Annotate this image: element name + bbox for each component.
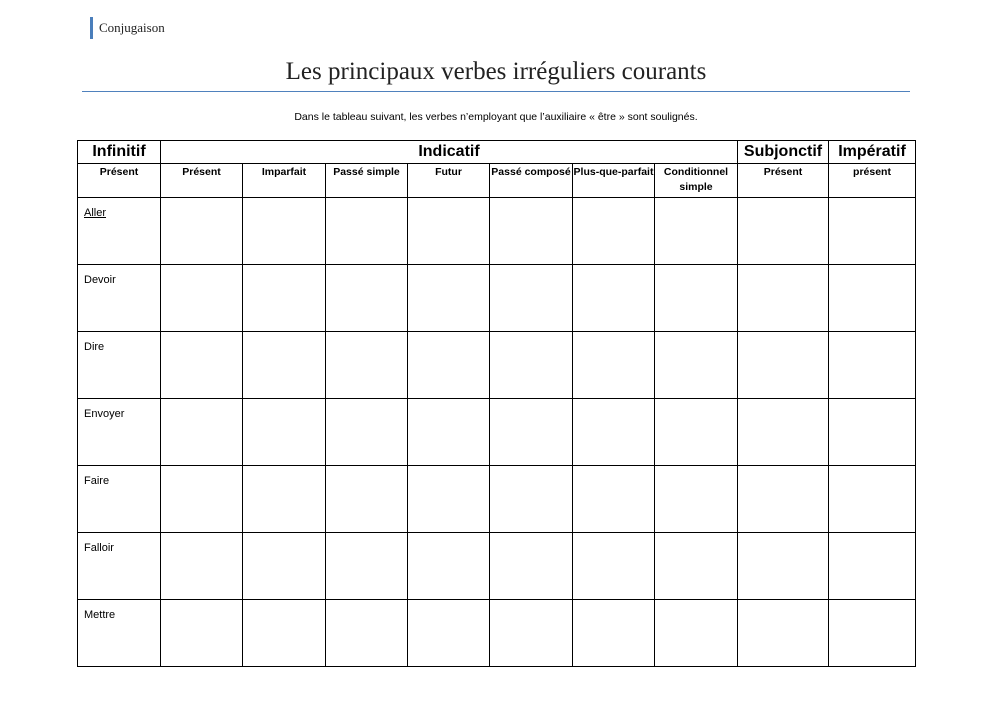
conjugation-cell[interactable] [573,265,655,332]
conjugation-cell[interactable] [490,332,573,399]
verb-infinitive-cell [78,265,161,332]
verb-infinitive-cell [78,533,161,600]
conjugation-cell[interactable] [829,533,916,600]
section-label: Conjugaison [99,20,165,35]
conjugation-cell[interactable] [573,466,655,533]
verb-name: Envoyer [84,408,125,420]
table-row [78,265,916,332]
conjugation-cell[interactable] [573,600,655,667]
conjugation-cell[interactable] [829,399,916,466]
conjugation-cell[interactable] [490,198,573,265]
verb-name: Falloir [84,542,114,554]
conjugation-cell[interactable] [243,399,326,466]
conjugation-cell[interactable] [655,399,738,466]
conjugation-cell[interactable] [655,466,738,533]
title-underline-rule [82,91,910,92]
verb-name: Mettre [84,609,116,621]
conjugation-cell[interactable] [655,265,738,332]
conjugation-cell[interactable] [655,332,738,399]
conjugation-cell[interactable] [161,466,243,533]
conjugation-cell[interactable] [738,399,829,466]
tense-header: Présent [738,164,829,198]
conjugation-cell[interactable] [655,533,738,600]
group-infinitif-header: Infinitif [78,141,161,164]
table-row [78,399,916,466]
tense-header: Conditionnel simple [655,164,738,198]
conjugation-cell[interactable] [829,198,916,265]
tense-header: Présent [78,164,161,198]
conjugation-cell[interactable] [326,466,408,533]
conjugation-cell[interactable] [408,198,490,265]
conjugation-table [77,140,916,667]
verb-infinitive-cell [78,332,161,399]
conjugation-cell[interactable] [738,332,829,399]
document-title: Les principaux verbes irréguliers courants [285,58,707,85]
conjugation-cell[interactable] [161,332,243,399]
conjugation-cell[interactable] [326,533,408,600]
conjugation-cell[interactable] [408,600,490,667]
conjugation-cell[interactable] [161,399,243,466]
conjugation-cell[interactable] [408,265,490,332]
mood-header-row [78,141,916,164]
conjugation-cell[interactable] [243,600,326,667]
conjugation-cell[interactable] [655,198,738,265]
verb-name: Dire [84,341,105,353]
conjugation-cell[interactable] [738,198,829,265]
conjugation-cell[interactable] [408,399,490,466]
conjugation-cell[interactable] [490,265,573,332]
tense-header: Imparfait [243,164,326,198]
verb-infinitive-cell [78,399,161,466]
group-subjonctif-header: Subjonctif [738,141,829,164]
conjugation-cell[interactable] [161,533,243,600]
conjugation-cell[interactable] [573,198,655,265]
tense-header: Plus-que-parfait [573,164,655,198]
conjugation-cell[interactable] [573,399,655,466]
tense-header: Présent [161,164,243,198]
conjugation-cell[interactable] [326,399,408,466]
conjugation-cell[interactable] [243,265,326,332]
conjugation-cell[interactable] [243,332,326,399]
conjugation-cell[interactable] [738,533,829,600]
intro-text: Dans le tableau suivant, les verbes n’employant que l’auxiliaire « être » sont soulignés. [294,111,698,123]
conjugation-cell[interactable] [738,600,829,667]
conjugation-cell[interactable] [829,466,916,533]
conjugation-cell[interactable] [829,600,916,667]
conjugation-cell[interactable] [408,533,490,600]
group-imperatif-header: Impératif [829,141,916,164]
table-row [78,198,916,265]
conjugation-cell[interactable] [161,600,243,667]
conjugation-cell[interactable] [326,600,408,667]
tense-header: présent [829,164,916,198]
conjugation-cell[interactable] [573,533,655,600]
verb-infinitive-cell [78,198,161,265]
tense-header-row [78,164,916,198]
conjugation-cell[interactable] [243,198,326,265]
table-row [78,600,916,667]
verb-name: Devoir [84,274,116,286]
conjugation-cell[interactable] [738,466,829,533]
conjugation-cell[interactable] [738,265,829,332]
tense-header: Passé simple [326,164,408,198]
conjugation-cell[interactable] [243,466,326,533]
conjugation-cell[interactable] [490,399,573,466]
verb-infinitive-cell [78,466,161,533]
conjugation-cell[interactable] [829,332,916,399]
table-row [78,466,916,533]
verb-rows [78,198,916,667]
conjugation-cell[interactable] [326,265,408,332]
conjugation-cell[interactable] [490,533,573,600]
verb-name: Aller [84,207,107,219]
conjugation-cell[interactable] [408,466,490,533]
conjugation-cell[interactable] [161,265,243,332]
verb-name: Faire [84,475,110,487]
group-indicatif-header: Indicatif [161,141,738,164]
conjugation-cell[interactable] [326,332,408,399]
conjugation-cell[interactable] [655,600,738,667]
conjugation-cell[interactable] [408,332,490,399]
table-row [78,533,916,600]
table-row [78,332,916,399]
conjugation-cell[interactable] [573,332,655,399]
tense-header: Passé composé [490,164,573,198]
verb-infinitive-cell [78,600,161,667]
conjugation-cell[interactable] [326,198,408,265]
conjugation-cell[interactable] [243,533,326,600]
tense-header: Futur [408,164,490,198]
conjugation-cell[interactable] [829,265,916,332]
conjugation-cell[interactable] [490,466,573,533]
running-header [90,17,165,39]
conjugation-cell[interactable] [161,198,243,265]
conjugation-cell[interactable] [490,600,573,667]
